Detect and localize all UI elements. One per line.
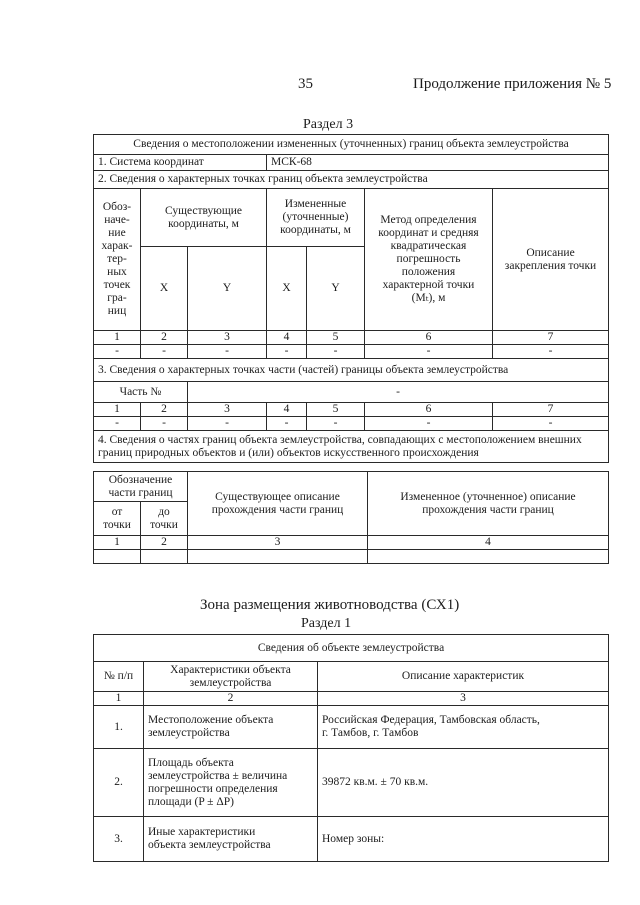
row-description: 39872 кв.м. ± 70 кв.м.	[318, 749, 609, 817]
col-method: Метод определения координат и средняя квадратическая погрешность положения характерной точки (Mₜ), м	[365, 189, 493, 331]
row-description: Номер зоны:	[318, 817, 609, 862]
col-number: 5	[307, 331, 365, 345]
col-y-changed: Y	[307, 247, 365, 331]
row-description: Российская Федерация, Тамбовская область, г. Тамбов, г. Тамбов	[318, 706, 609, 749]
col-existing: Существующие координаты, м	[141, 189, 267, 247]
col-number: 7	[493, 331, 609, 345]
changed-desc: Измененное (уточненное) описание прохождения части границ	[368, 472, 609, 536]
section-3-title: Раздел 3	[303, 117, 354, 132]
col-number: 2	[141, 536, 188, 550]
dash-cell: -	[267, 345, 307, 359]
col-number: 2	[141, 331, 188, 345]
dash-cell: -	[141, 417, 188, 431]
dash-cell: -	[267, 417, 307, 431]
col-description: Описание закрепления точки	[493, 189, 609, 331]
col-number: 1	[94, 403, 141, 417]
dash-cell: -	[493, 417, 609, 431]
col-x-existing: X	[141, 247, 188, 331]
row-characteristic: Площадь объекта землеустройства ± величина погрешности определения площади (P ± ΔP)	[144, 749, 318, 817]
part-no-value: -	[188, 382, 609, 403]
dash-cell: -	[94, 345, 141, 359]
col-number: 4	[267, 331, 307, 345]
part-points-title: 3. Сведения о характерных точках части (частей) границы объекта землеустройства	[94, 359, 609, 382]
dash-cell: -	[365, 417, 493, 431]
row-number: 1.	[94, 706, 144, 749]
row-characteristic: Иные характеристики объекта землеустройства	[144, 817, 318, 862]
object-table-title: Сведения об объекте землеустройства	[94, 635, 609, 662]
existing-desc: Существующее описание прохождения части границ	[188, 472, 368, 536]
boundary-table	[93, 134, 609, 463]
col-number: 2	[141, 403, 188, 417]
to-point: до точки	[141, 502, 188, 536]
col-number: 4	[267, 403, 307, 417]
dash-cell: -	[307, 417, 365, 431]
col-char: Характеристики объекта землеустройства	[144, 662, 318, 692]
row-number: 2.	[94, 749, 144, 817]
coord-system-value: МСК-68	[267, 155, 609, 171]
col-number: 1	[94, 692, 144, 706]
col-number: 6	[365, 403, 493, 417]
col-number: 4	[368, 536, 609, 550]
col-number: 3	[188, 403, 267, 417]
zone-title: Зона размещения животноводства (СХ1)	[200, 597, 460, 613]
table-title: Сведения о местоположении измененных (уточненных) границ объекта землеустройства	[94, 135, 609, 155]
col-number: 7	[493, 403, 609, 417]
col-number: 6	[365, 331, 493, 345]
col-number: 3	[188, 331, 267, 345]
part-no-label: Часть №	[94, 382, 188, 403]
dash-cell: -	[188, 345, 267, 359]
col-number: 1	[94, 331, 141, 345]
object-table	[93, 634, 609, 862]
points-title: 2. Сведения о характерных точках границ объекта землеустройства	[94, 171, 609, 189]
dash-cell: -	[141, 345, 188, 359]
col-desc: Описание характеристик	[318, 662, 609, 692]
col-number: 3	[318, 692, 609, 706]
dash-cell: -	[493, 345, 609, 359]
dash-cell: -	[94, 417, 141, 431]
col-number: 1	[94, 536, 141, 550]
row-number: 3.	[94, 817, 144, 862]
col-designation: Обоз- наче- ние харак- тер- ных точек гра- ниц	[94, 189, 141, 331]
col-changed: Измененные (уточненные) координаты, м	[267, 189, 365, 247]
parts-table	[93, 471, 609, 564]
dash-cell: -	[307, 345, 365, 359]
col-number: 2	[144, 692, 318, 706]
parts-title: 4. Сведения о частях границ объекта землеустройства, совпадающих с местоположением внешних границ природных объектов и (или) объектов искусственного происхождения	[94, 431, 609, 463]
row-characteristic: Местоположение объекта землеустройства	[144, 706, 318, 749]
empty-cell	[141, 550, 188, 564]
col-x-changed: X	[267, 247, 307, 331]
designation-parts: Обозначение части границ	[94, 472, 188, 502]
col-no: № п/п	[94, 662, 144, 692]
dash-cell: -	[365, 345, 493, 359]
empty-cell	[188, 550, 368, 564]
empty-cell	[368, 550, 609, 564]
col-y-existing: Y	[188, 247, 267, 331]
col-number: 5	[307, 403, 365, 417]
col-number: 3	[188, 536, 368, 550]
page-number: 35	[298, 76, 313, 92]
coord-system-label: 1. Система координат	[94, 155, 267, 171]
continuation-label: Продолжение приложения № 5	[413, 76, 612, 92]
from-point: от точки	[94, 502, 141, 536]
section-1-title: Раздел 1	[301, 616, 352, 631]
empty-cell	[94, 550, 141, 564]
dash-cell: -	[188, 417, 267, 431]
